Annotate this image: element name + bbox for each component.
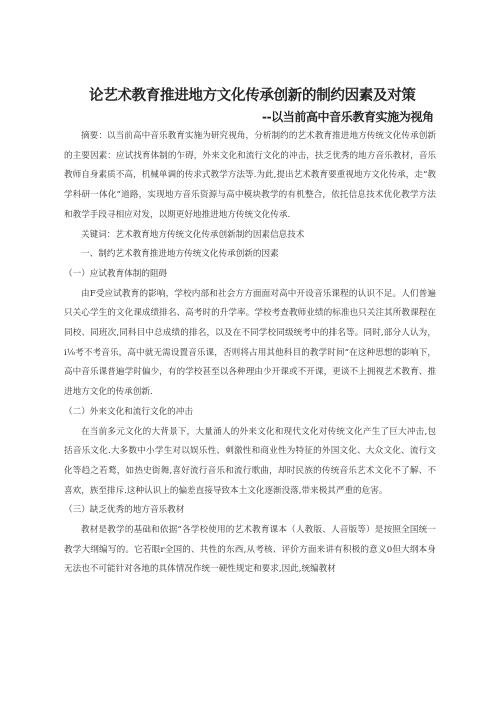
paragraph-3: 教材是教学的基础和依据“各学校使用的艺术教育课本（人教版、人音版等）是按照全国统一教学大纲编写的。它若眼r全国的、共性的东西,从考核、评价方面来讲有积极的意义0但大纲本身无法也不可能针对各地的具体情况作统一硬性规定和要求,因此,统编教材	[64, 525, 436, 575]
paragraph-1: 由F受应试教育的影响，学校内部和社会方方面面对高中开设音乐课程的认识不足。人们普遍只关心学生的文化课成绩排名、高考时的升学率。学校考查教师业绩的标准也只关注其所教课程在同校、同班次,同科目中总成绩的排名，以及在不同学校同级统考中的排名等。同时,部分人认为，i⅛考不考音乐，高中就无需设置音乐课，否则将占用其他科目的教学时间”在这种思想的影响下，高中音乐课普遍学时偏少，有的学校甚至以各种理由少开课或不开课，更谈不上拥视艺术教育、推进地方文化的传承创新.	[64, 288, 436, 398]
subsection-heading-2: （二）外来文化和流行文化的冲击	[64, 406, 193, 417]
paragraph-2: 在当前多元文化的大背景下，大量涌人的外来文化和现代文化对传统文化产生了巨大冲击,包括音乐文化.大多数中小学生对以娱乐性、刺激性和商业性为特征的外国文化、大众文化、流行文化等趋之若鹜，如热史街舞,喜好流行音乐和流行歌曲，却时民族的传统音乐艺术文化不了解、不喜欢，族至排斥.这种认识上的偏差直接导致本土文化逐渐没落,带来极其严重的危害。	[64, 426, 436, 496]
keywords-paragraph: 关键词：艺术教育地方传统文化传承创新制约因素信息技术	[81, 229, 305, 240]
subsection-heading-1: （一）应试教育体制的阻碍	[64, 268, 168, 279]
subsection-heading-3: （三）缺乏优秀的地方音乐教材	[64, 505, 185, 516]
document-title: 论艺术教育推进地方文化传承创新的制约因素及对策	[89, 88, 416, 104]
abstract-paragraph: 摘要：以当前高中音乐教育实施为研究视角，分析制约的艺术教育推进地方传统文化传承创新的主要因素：应试找育体制的乍碍，外来文化和流行文化的冲击，扶乏优秀的地方音乐教材，音乐教师自身素质不高，机械单调的传求式教学方法等.为此,提出艺术教育要重视地方文化传承，走“教学科研一体化”道路，实现地方音乐资源与高中模块教学的有机整合，依托信息技术优化教学方法和教学手段寻相应对发，以期更好地推进地方传统文化传承.	[64, 131, 436, 220]
section-heading: 一、制约艺术教育推进地方传统文化传承创新的因素	[81, 249, 279, 260]
document-subtitle: --以当前高中音乐教育实施为视角	[262, 110, 434, 124]
document-body	[64, 127, 436, 580]
